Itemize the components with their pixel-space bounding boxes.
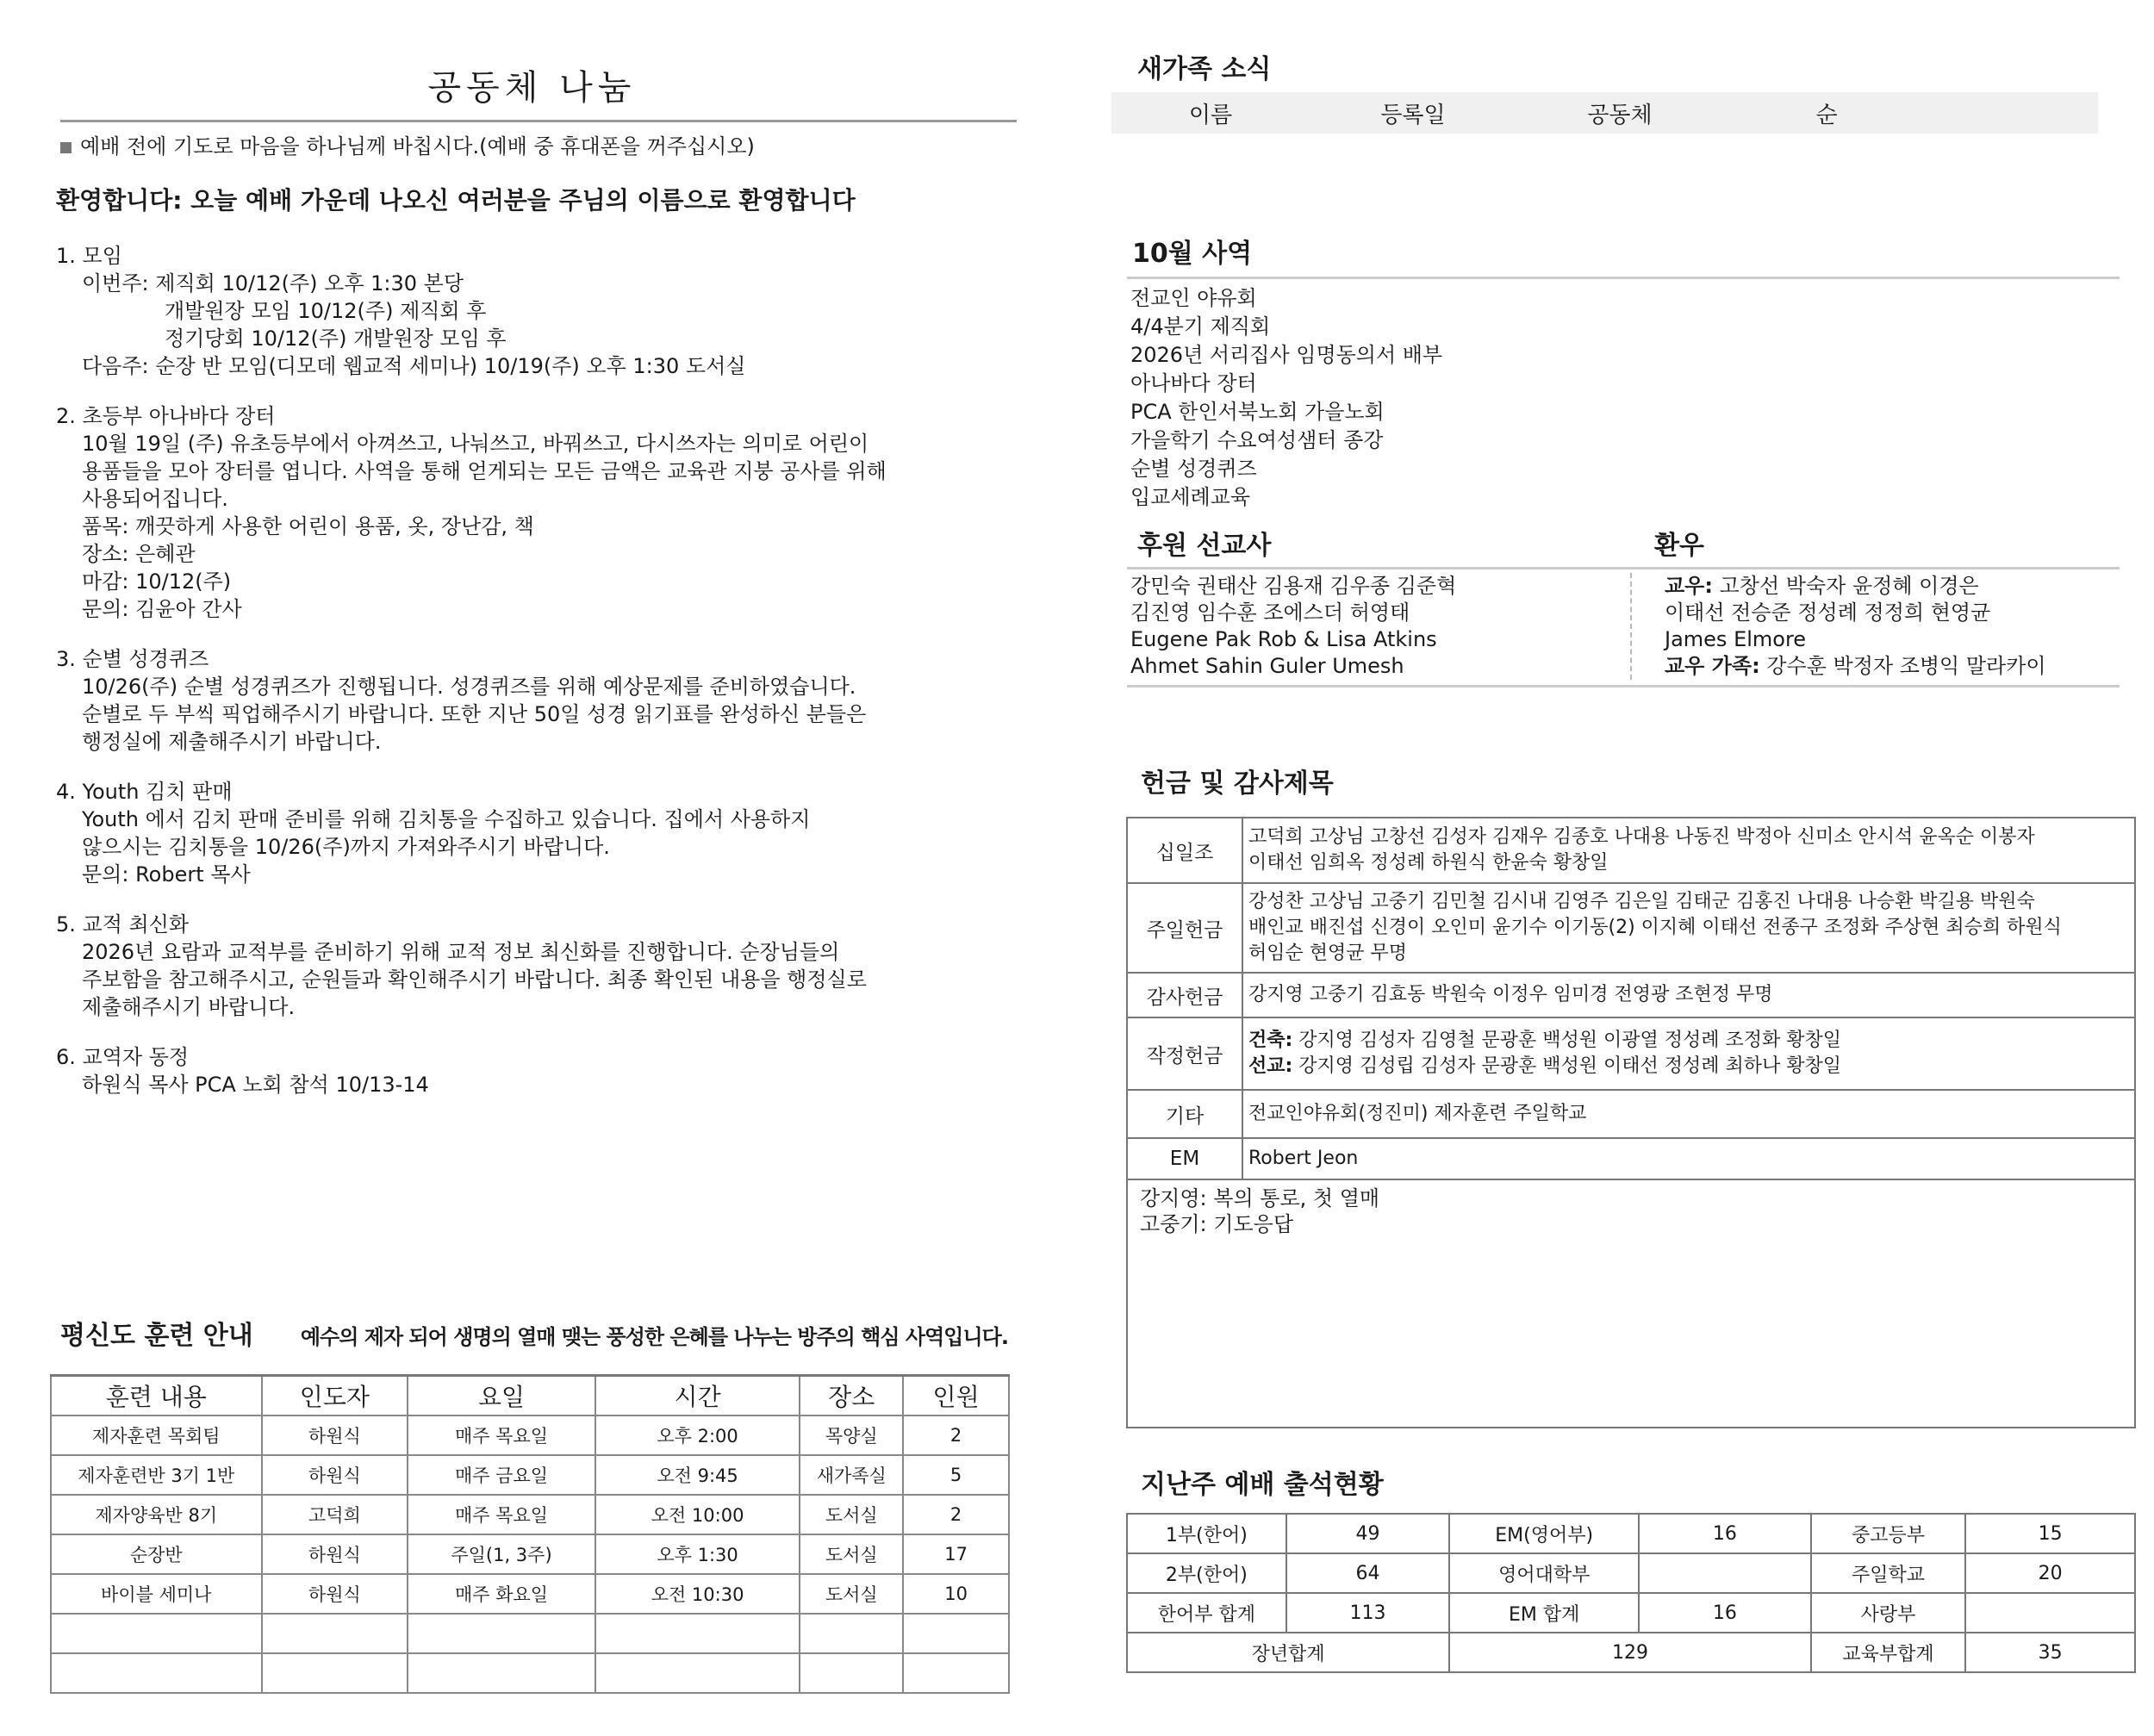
- notice: [60, 129, 1017, 159]
- table-cell: 제자양육반 8기: [51, 1495, 262, 1534]
- table-row: [1127, 1090, 2135, 1138]
- list-item: 김진영 임수훈 조에스더 허영태: [1130, 600, 1410, 625]
- label: 교우 가족:: [1665, 654, 1760, 678]
- text: James Elmore: [1665, 627, 1807, 651]
- table-cell: 목양실: [800, 1416, 903, 1455]
- news-line: 주보함을 참고해주시고, 순원들과 확인해주시기 바랍니다. 최종 확인된 내용을 행정실로: [82, 968, 867, 992]
- list-item: PCA 한인서북노회 가을노회: [1130, 400, 1385, 424]
- table-cell: 도서실: [800, 1534, 903, 1574]
- list-item: 아나바다 장터: [1130, 371, 1257, 395]
- table-cell: [1965, 1593, 2135, 1633]
- october-list: [1111, 284, 2120, 512]
- training-subtitle: 예수의 제자 되어 생명의 열매 맺는 풍성한 은혜를 나누는 방주의 핵심 사역입니다.: [300, 1325, 1008, 1349]
- row-label: 십일조: [1127, 818, 1242, 883]
- table-row: [51, 1614, 1009, 1653]
- news-line: 다음주: 순장 반 모임(디모데 웹교적 세미나) 10/19(주) 오후 1:30 도서실: [82, 354, 746, 378]
- news-heading: 2. 초등부 아나바다 장터: [56, 404, 276, 428]
- list-item: [1665, 626, 2046, 653]
- news-list: [56, 242, 1017, 1098]
- news-line: 문의: Robert 목사: [82, 862, 251, 887]
- october-title: 10월 사역: [1132, 239, 1253, 269]
- news-line: 하원식 목사 PCA 노회 참석 10/13-14: [82, 1073, 429, 1097]
- support-section: [1111, 573, 2120, 680]
- name-line: 고덕희 고상님 고창선 김성자 김재우 김종호 나대용 나동진 박정아 신미소 안시석 윤옥순 이봉자: [1248, 826, 2035, 848]
- table-row: [51, 1495, 1009, 1534]
- table-cell: [51, 1614, 262, 1653]
- table-cell: [1639, 1553, 1811, 1593]
- table-cell: 17: [903, 1534, 1009, 1574]
- table-cell: 오후 2:00: [595, 1416, 800, 1455]
- text: 강수훈 박정자 조병익 말라카이: [1759, 654, 2046, 678]
- table-cell: 5: [903, 1455, 1009, 1495]
- name-line: 강성찬 고상님 고중기 김민철 김시내 김영주 김은일 김태군 김홍진 나대용 나승환 박길용 박원숙: [1248, 891, 2035, 912]
- table-row: [51, 1416, 1009, 1455]
- table-cell: 2부(한어): [1127, 1553, 1286, 1593]
- news-item: [56, 242, 1017, 380]
- welcome-text: 환영합니다: 오늘 예배 가운데 나오신 여러분을 주님의 이름으로 환영합니다: [56, 186, 856, 215]
- name-line: [1248, 1054, 2129, 1080]
- column-header: 장소: [800, 1376, 903, 1416]
- name-line: [1248, 1028, 2129, 1054]
- news-item: [56, 1043, 1017, 1098]
- table-cell: 49: [1286, 1514, 1450, 1553]
- news-line: 사용되어집니다.: [82, 487, 228, 511]
- sick-list: [1632, 573, 2046, 680]
- column-header: 시간: [595, 1376, 800, 1416]
- table-row: [51, 1455, 1009, 1495]
- news-heading: 1. 모임: [56, 244, 122, 268]
- row-label: 감사헌금: [1127, 973, 1242, 1017]
- table-row: [1127, 1553, 2135, 1593]
- news-heading: 5. 교적 최신화: [56, 912, 190, 936]
- news-body: [56, 673, 1017, 756]
- sub-text: 강지영 김성자 김영철 문광훈 백성원 이광열 정성례 조정화 황창일: [1292, 1030, 1842, 1051]
- news-line: 마감: 10/12(주): [82, 569, 232, 594]
- column-header: 이름: [1188, 102, 1233, 128]
- news-line: 행정실에 제출해주시기 바랍니다.: [82, 730, 382, 754]
- list-item: [1665, 653, 2046, 680]
- table-cell: [51, 1653, 262, 1693]
- training-header: [60, 1314, 1017, 1352]
- table-cell: [903, 1614, 1009, 1653]
- table-cell: 제자훈련반 3기 1반: [51, 1455, 262, 1495]
- sick-title: 환우: [1654, 531, 1704, 561]
- table-cell: 2: [903, 1495, 1009, 1534]
- news-line: 않으시는 김치통을 10/26(주)까지 가져와주시기 바랍니다.: [82, 835, 610, 859]
- table-cell: 매주 목요일: [408, 1495, 595, 1534]
- news-line: 제출해주시기 바랍니다.: [82, 995, 296, 1019]
- row-label: 주일헌금: [1127, 883, 1242, 973]
- row-value: [1242, 818, 2135, 883]
- news-line: 2026년 요람과 교적부를 준비하기 위해 교적 정보 최신화를 진행합니다. 순장님들의: [82, 940, 840, 964]
- name-line: 허임순 현영균 무명: [1248, 943, 1408, 964]
- sub-label: 건축:: [1248, 1030, 1293, 1051]
- table-cell: 15: [1965, 1514, 2135, 1553]
- list-item: Ahmet Sahin Guler Umesh: [1130, 654, 1404, 678]
- table-cell: [800, 1653, 903, 1693]
- table-cell: [408, 1653, 595, 1693]
- table-cell: 순장반: [51, 1534, 262, 1574]
- table-cell: [595, 1653, 800, 1693]
- news-line: 정기당회 10/12(주) 개발원장 모임 후: [165, 327, 507, 351]
- news-line: 순별로 두 부씩 픽업해주시기 바랍니다. 또한 지난 50일 성경 읽기표를 완성하신 분들은: [82, 702, 867, 726]
- news-item: [56, 911, 1017, 1021]
- thanks-line: 고중기: 기도응답: [1140, 1212, 1294, 1236]
- text: 고창선 박숙자 윤정혜 이경은: [1712, 574, 1979, 598]
- news-item: [56, 778, 1017, 888]
- list-item: 전교인 야유회: [1130, 286, 1257, 310]
- name-line: Robert Jeon: [1248, 1148, 1359, 1169]
- news-line: 이번주: 제직회 10/12(주) 오후 1:30 본당: [82, 271, 464, 296]
- table-cell: 한어부 합계: [1127, 1593, 1286, 1633]
- list-item: Eugene Pak Rob & Lisa Atkins: [1130, 627, 1437, 651]
- table-cell: 제자훈련 목회팀: [51, 1416, 262, 1455]
- table-cell: [262, 1614, 408, 1653]
- table-cell: 바이블 세미나: [51, 1574, 262, 1614]
- news-body: [56, 806, 1017, 888]
- offering-title: 헌금 및 감사제목: [1141, 768, 1334, 799]
- right-column: [1111, 47, 2120, 1673]
- table-cell: 오전 9:45: [595, 1455, 800, 1495]
- table-row: [1127, 818, 2135, 883]
- table-cell: EM(영어부): [1449, 1514, 1639, 1553]
- table-cell: 교육부합계: [1811, 1633, 1966, 1672]
- thanks-box: [1127, 1179, 2135, 1428]
- offering-table: [1126, 817, 2136, 1428]
- table-cell: [595, 1614, 800, 1653]
- row-label: EM: [1127, 1138, 1242, 1179]
- table-row: [1127, 1017, 2135, 1090]
- table-row: [1127, 1593, 2135, 1633]
- news-line: 문의: 김윤아 간사: [82, 597, 242, 621]
- attendance-title: 지난주 예배 출석현황: [1141, 1470, 1384, 1500]
- column-header: 훈련 내용: [51, 1376, 262, 1416]
- new-family-header: [1111, 92, 2098, 134]
- news-line: 용품들을 모아 장터를 엽니다. 사역을 통해 얻게되는 모든 금액은 교육관 지붕 공사를 위해: [82, 459, 887, 483]
- table-cell: 하원식: [262, 1574, 408, 1614]
- news-heading: 6. 교역자 동정: [56, 1045, 190, 1069]
- name-line: 전교인야유회(정진미) 제자훈련 주일학교: [1248, 1103, 1587, 1124]
- table-row: [1127, 1633, 2135, 1672]
- table-row: [1127, 883, 2135, 973]
- column-header: 요일: [408, 1376, 595, 1416]
- table-cell: [800, 1614, 903, 1653]
- table-row: [1127, 973, 2135, 1017]
- section-divider: [1127, 277, 2120, 279]
- column-header: 인원: [903, 1376, 1009, 1416]
- list-item: [1665, 600, 2046, 626]
- column-header: 순: [1815, 102, 1838, 128]
- square-bullet-icon: [60, 142, 72, 153]
- table-cell: 16: [1639, 1593, 1811, 1633]
- table-cell: [262, 1653, 408, 1693]
- table-cell: 113: [1286, 1593, 1450, 1633]
- support-list: [1111, 573, 1632, 680]
- news-item: [56, 645, 1017, 756]
- list-item: 순별 성경퀴즈: [1130, 457, 1257, 481]
- news-body: [56, 430, 1017, 623]
- thanks-line: 강지영: 복의 통로, 첫 열매: [1140, 1186, 1380, 1210]
- table-row: [1127, 1179, 2135, 1428]
- news-line: 10/26(주) 순별 성경퀴즈가 진행됩니다. 성경퀴즈를 위해 예상문제를 준비하였습니다.: [82, 675, 856, 699]
- news-line: Youth 에서 김치 판매 준비를 위해 김치통을 수집하고 있습니다. 집에서 사용하지: [82, 807, 811, 831]
- label: 교우:: [1665, 574, 1713, 598]
- table-cell: 35: [1965, 1633, 2135, 1672]
- news-heading: 3. 순별 성경퀴즈: [56, 647, 209, 671]
- notice-text: 예배 전에 기도로 마음을 하나님께 바칩시다.(예배 중 휴대폰을 꺼주십시오): [80, 134, 755, 159]
- row-value: [1242, 1138, 2135, 1179]
- news-line: 10월 19일 (주) 유초등부에서 아껴쓰고, 나눠쓰고, 바꿔쓰고, 다시쓰자는 의미로 어린이: [82, 432, 869, 456]
- row-label: 작정헌금: [1127, 1017, 1242, 1090]
- column-header: 공동체: [1587, 102, 1653, 128]
- list-item: 2026년 서리집사 임명동의서 배부: [1130, 343, 1443, 367]
- row-value: [1242, 1090, 2135, 1138]
- table-cell: [903, 1653, 1009, 1693]
- name-line: 이태선 임희옥 정성례 하원식 한윤숙 황창일: [1248, 852, 1609, 874]
- sub-label: 선교:: [1248, 1055, 1293, 1077]
- news-line: 장소: 은혜관: [82, 542, 196, 566]
- news-body: [56, 938, 1017, 1021]
- column-header: 등록일: [1380, 102, 1446, 128]
- section-divider: [1127, 567, 2120, 569]
- table-cell: 장년합계: [1127, 1633, 1449, 1672]
- section-divider: [1127, 685, 2120, 688]
- list-item: 강민숙 권태산 김용재 김우종 김준혁: [1130, 574, 1457, 598]
- new-family-title: 새가족 소식: [1137, 54, 1272, 84]
- table-cell: 고덕희: [262, 1495, 408, 1534]
- training-title: 평신도 훈련 안내: [60, 1321, 253, 1351]
- table-cell: 64: [1286, 1553, 1450, 1593]
- table-cell: 도서실: [800, 1574, 903, 1614]
- news-line: 품목: 깨끗하게 사용한 어린이 용품, 옷, 장난감, 책: [82, 514, 534, 538]
- news-item: [56, 402, 1017, 623]
- table-cell: EM 합계: [1449, 1593, 1639, 1633]
- table-cell: 오전 10:30: [595, 1574, 800, 1614]
- title-divider: [60, 120, 1017, 122]
- left-column: [47, 52, 1017, 1121]
- table-cell: 129: [1449, 1633, 1810, 1672]
- support-title: 후원 선교사: [1137, 531, 1272, 561]
- table-cell: 1부(한어): [1127, 1514, 1286, 1553]
- table-row: [1127, 1514, 2135, 1553]
- attendance-table: [1126, 1513, 2136, 1673]
- text: 이태선 전승준 정성례 정정희 현영균: [1665, 600, 1991, 625]
- training-table: [50, 1374, 1010, 1694]
- row-value: [1242, 973, 2135, 1017]
- table-cell: 오후 1:30: [595, 1534, 800, 1574]
- table-cell: 오전 10:00: [595, 1495, 800, 1534]
- list-item: 입교세례교육: [1130, 485, 1251, 509]
- news-heading: 4. Youth 김치 판매: [56, 780, 233, 804]
- table-row: [51, 1574, 1009, 1614]
- table-cell: 20: [1965, 1553, 2135, 1593]
- table-cell: 도서실: [800, 1495, 903, 1534]
- table-cell: 매주 금요일: [408, 1455, 595, 1495]
- list-item: 가을학기 수요여성샘터 종강: [1130, 428, 1384, 452]
- table-cell: 16: [1639, 1514, 1811, 1553]
- table-cell: 사랑부: [1811, 1593, 1966, 1633]
- table-row: [51, 1653, 1009, 1693]
- table-cell: 10: [903, 1574, 1009, 1614]
- column-header: 인도자: [262, 1376, 408, 1416]
- table-cell: [408, 1614, 595, 1653]
- table-cell: 하원식: [262, 1416, 408, 1455]
- table-row: [1127, 1138, 2135, 1179]
- list-item: 4/4분기 제직회: [1130, 314, 1271, 339]
- table-header-row: [51, 1376, 1009, 1416]
- table-cell: 주일학교: [1811, 1553, 1966, 1593]
- news-body: [56, 1071, 1017, 1098]
- table-cell: 하원식: [262, 1455, 408, 1495]
- table-cell: 2: [903, 1416, 1009, 1455]
- table-cell: 매주 화요일: [408, 1574, 595, 1614]
- table-row: [51, 1534, 1009, 1574]
- table-cell: 매주 목요일: [408, 1416, 595, 1455]
- list-item: [1665, 573, 2046, 600]
- table-cell: 주일(1, 3주): [408, 1534, 595, 1574]
- table-cell: 영어대학부: [1449, 1553, 1639, 1593]
- table-cell: 하원식: [262, 1534, 408, 1574]
- row-value: [1242, 883, 2135, 973]
- table-cell: 중고등부: [1811, 1514, 1966, 1553]
- row-value: [1242, 1017, 2135, 1090]
- row-label: 기타: [1127, 1090, 1242, 1138]
- name-line: 배인교 배진섭 신경이 오인미 윤기수 이기동(2) 이지혜 이태선 전종구 조정화 주상현 최승희 하원식: [1248, 917, 2062, 938]
- support-headers: [1137, 524, 2120, 562]
- page-title: 공동체 나눔: [427, 68, 637, 108]
- news-body: [56, 270, 1017, 380]
- table-cell: 새가족실: [800, 1455, 903, 1495]
- name-line: 강지영 고중기 김효동 박원숙 이정우 임미경 전영광 조현정 무명: [1248, 984, 1773, 1005]
- sub-text: 강지영 김성립 김성자 문광훈 백성원 이태선 정성례 최하나 황창일: [1292, 1055, 1842, 1077]
- news-line: 개발원장 모임 10/12(주) 제직회 후: [165, 299, 487, 323]
